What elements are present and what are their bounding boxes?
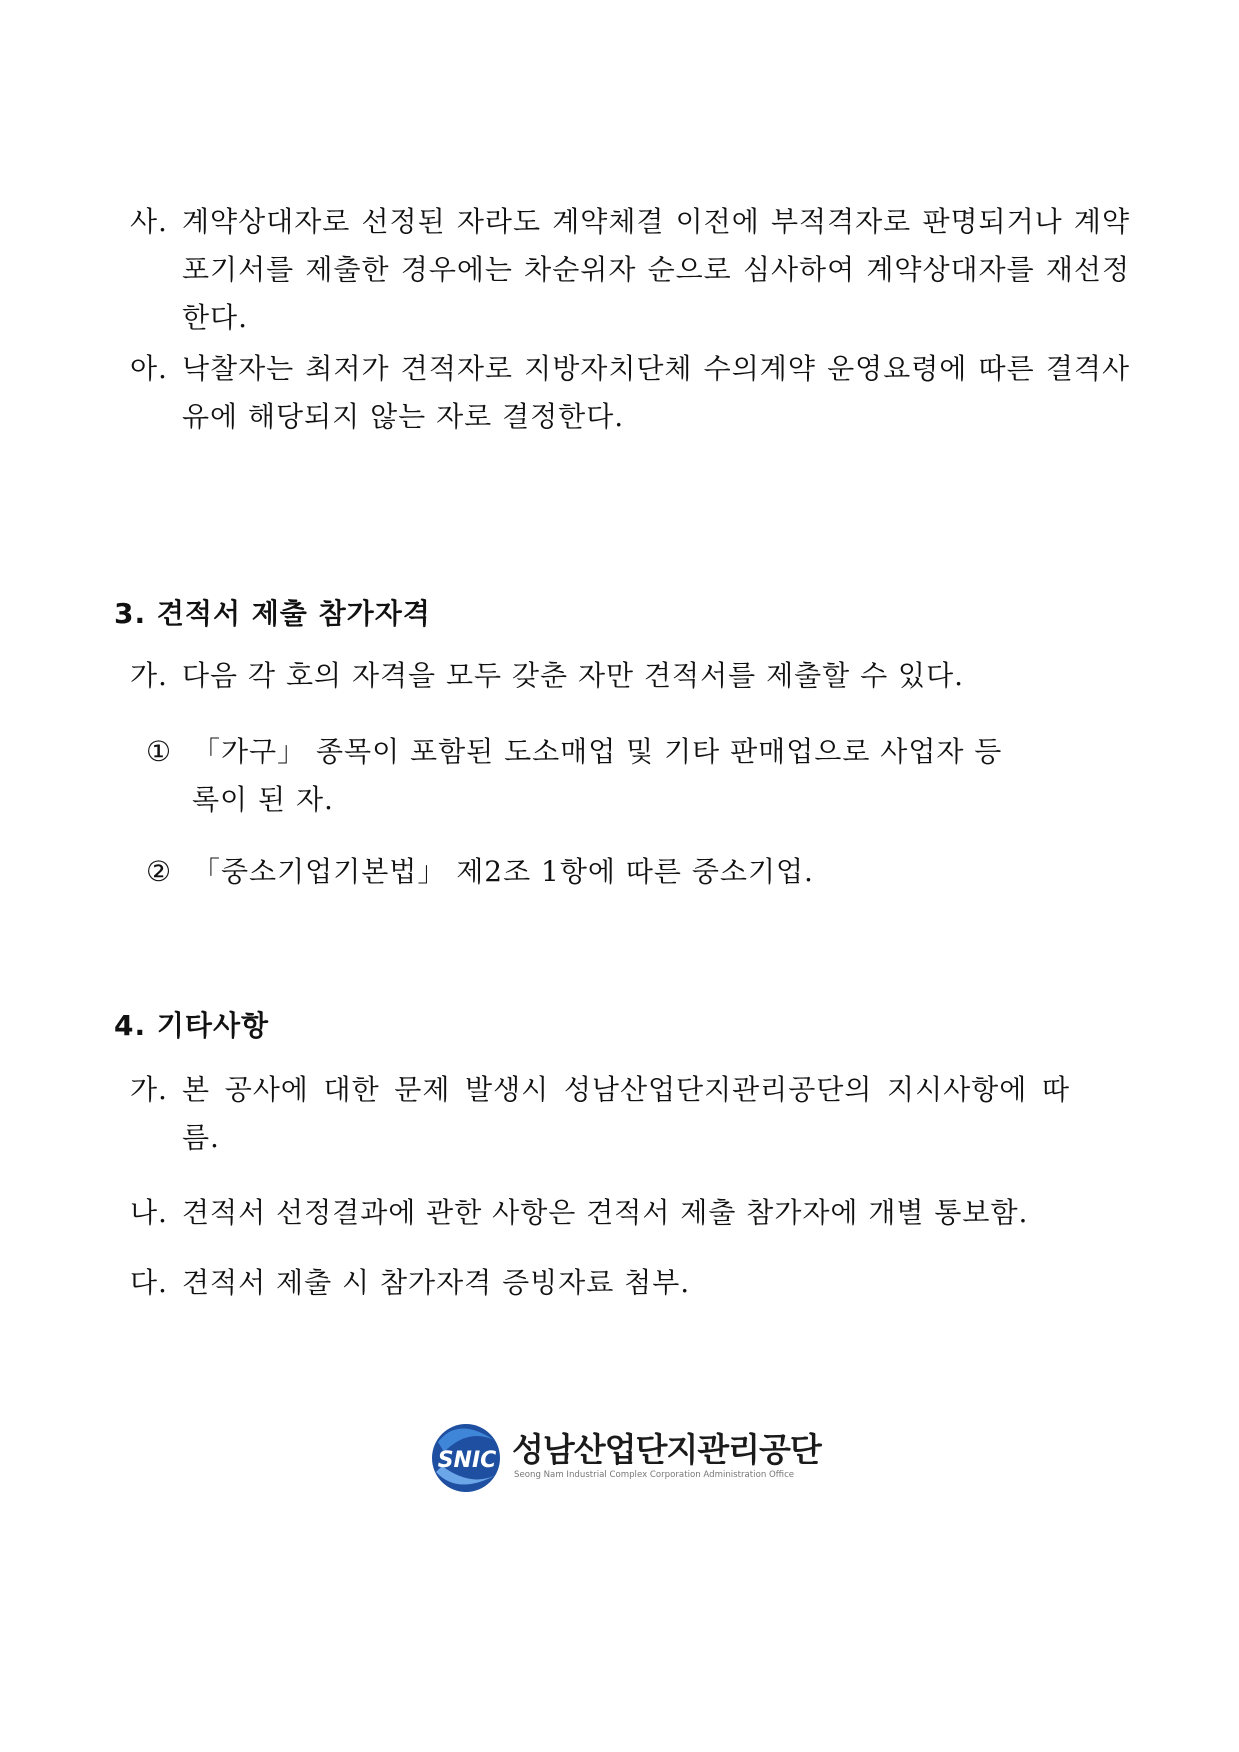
sub-item-text: 「가구」 종목이 포함된 도소매업 및 기타 판매업으로 사업자 등록이 된 자. xyxy=(192,735,1003,816)
list-item-na xyxy=(130,1189,1130,1237)
item-marker: 아. xyxy=(130,352,168,385)
list-item-da xyxy=(130,1259,1130,1307)
section-heading-eligibility: 3. 견적서 제출 참가자격 xyxy=(114,597,431,630)
snic-logo-icon xyxy=(428,1422,504,1494)
item-text: 견적서 선정결과에 관한 사항은 견적서 제출 참가자에 개별 통보함. xyxy=(182,1196,1029,1229)
list-item-ga-4 xyxy=(130,1066,1070,1162)
sub-item-marker: ① xyxy=(146,735,173,768)
organization-logo xyxy=(428,1418,828,1498)
logo-name: 성남산업단지관리공단 xyxy=(512,1430,821,1469)
list-item-sa xyxy=(130,198,1130,342)
item-text: 계약상대자로 선정된 자라도 계약체결 이전에 부적격자로 판명되거나 계약포기서를 제출한 경우에는 차순위자 순으로 심사하여 계약상대자를 재선정 한다. xyxy=(182,205,1130,334)
item-marker: 사. xyxy=(130,205,168,238)
sub-item-2 xyxy=(146,848,1046,896)
logo-subtitle: Seong Nam Industrial Complex Corporation Administration Office xyxy=(514,1470,795,1480)
sub-item-marker: ② xyxy=(146,855,173,888)
item-marker: 가. xyxy=(130,1073,168,1106)
section-heading-other: 4. 기타사항 xyxy=(114,1009,270,1042)
item-text: 견적서 제출 시 참가자격 증빙자료 첨부. xyxy=(182,1266,691,1299)
list-item-ga xyxy=(130,652,1130,700)
list-item-a xyxy=(130,345,1130,441)
item-marker: 다. xyxy=(130,1266,168,1299)
sub-item-1 xyxy=(146,728,1026,824)
logo-mark-text: SNIC xyxy=(437,1448,497,1473)
item-text: 낙찰자는 최저가 견적자로 지방자치단체 수의계약 운영요령에 따른 결격사유에 해당되지 않는 자로 결정한다. xyxy=(182,352,1130,433)
item-text: 다음 각 호의 자격을 모두 갖춘 자만 견적서를 제출할 수 있다. xyxy=(182,659,965,692)
item-text: 본 공사에 대한 문제 발생시 성남산업단지관리공단의 지시사항에 따름. xyxy=(182,1073,1070,1154)
item-marker: 나. xyxy=(130,1196,168,1229)
sub-item-text: 「중소기업기본법」 제2조 1항에 따른 중소기업. xyxy=(192,855,814,888)
item-marker: 가. xyxy=(130,659,168,692)
